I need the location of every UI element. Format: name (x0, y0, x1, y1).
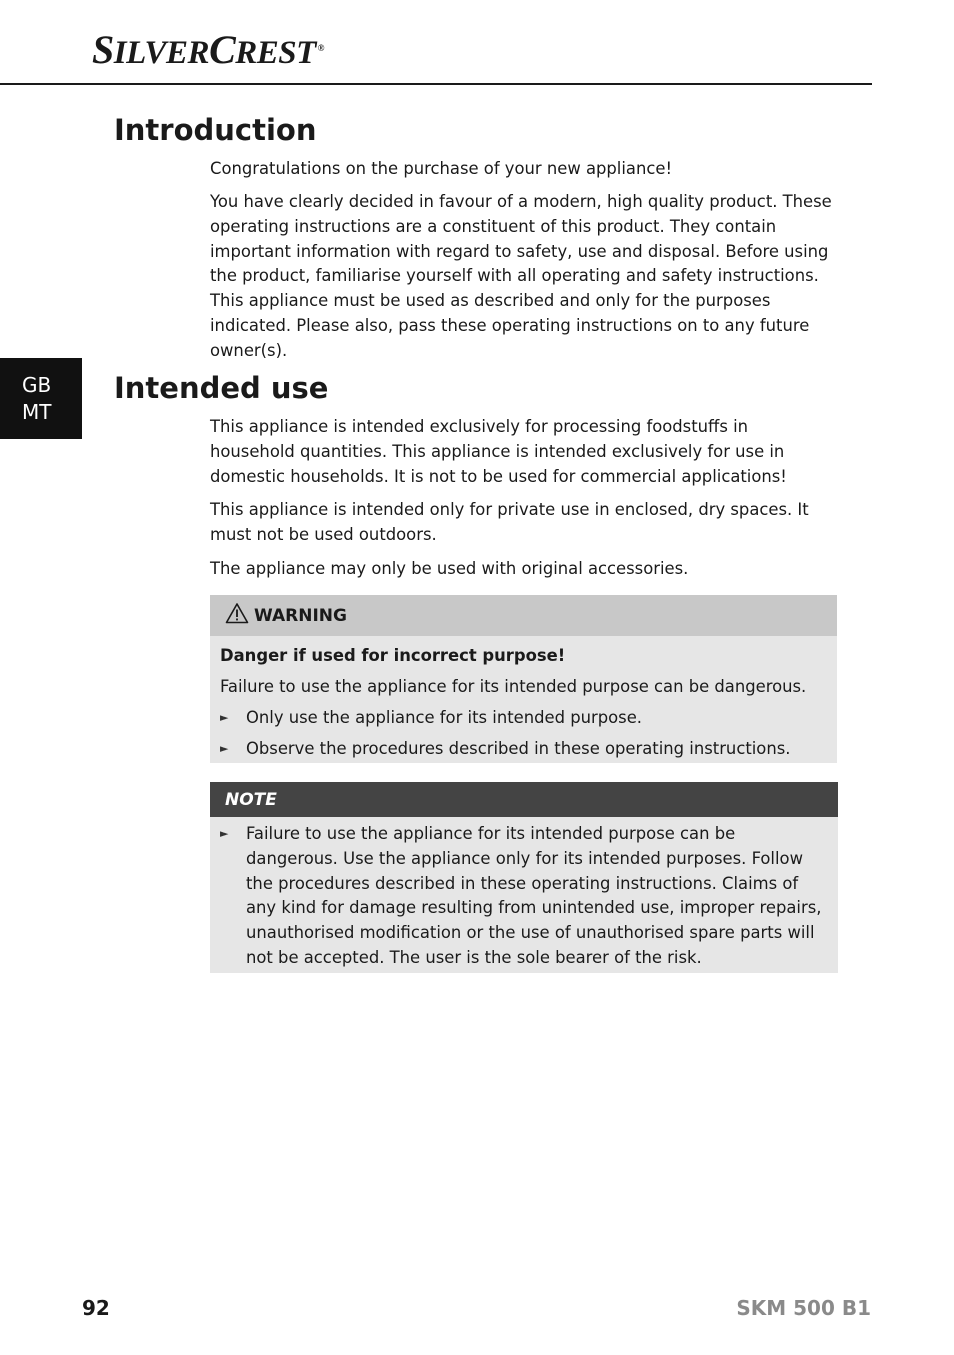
note-box (210, 782, 838, 973)
intended-use-paragraph-3: The appliance may only be used with original accessories. (210, 559, 689, 578)
language-tab (0, 358, 82, 439)
warning-box (210, 595, 837, 763)
note-bullet-text: Failure to use the appliance for its intended purpose can be dangerous. Use the appliance only for its intended purposes. Follow the procedures described in these operating instructions. Claims of any kind for damage resulting from unintended use, improper repairs, unauthorised modification or the use of unauthorised spare parts will not be accepted. The user is the sole bearer of the risk. (246, 824, 822, 967)
bullet-arrow-icon: ► (220, 711, 229, 724)
warning-triangle-icon (225, 602, 254, 629)
intended-use-heading: Intended use (114, 371, 329, 405)
note-bullet (220, 822, 828, 971)
language-code-mt: MT (22, 399, 52, 424)
introduction-paragraph-2: You have clearly decided in favour of a modern, high quality product. These operating instructions are a constituent of this product. They contain important information with regard to safety, use and disposal. Before using the product, familiarise yourself with all operating and safety instructions. This appliance must be used as described and only for the purposes indicated. Please also, pass these operating instructions on to any future owner(s). (210, 192, 832, 360)
warning-text: Failure to use the appliance for its intended purpose can be dangerous. (220, 677, 807, 696)
introduction-paragraph-1: Congratulations on the purchase of your new appliance! (210, 159, 673, 178)
warning-bullet (220, 706, 827, 730)
warning-title: Danger if used for incorrect purpose! (220, 646, 566, 665)
warning-bullet-text: Only use the appliance for its intended purpose. (246, 708, 643, 727)
bullet-arrow-icon: ► (220, 742, 229, 755)
model-number: SKM 500 B1 (736, 1296, 871, 1320)
warning-bullet-text: Observe the procedures described in these operating instructions. (246, 739, 791, 758)
page-number: 92 (82, 1296, 110, 1320)
intended-use-paragraph-1: This appliance is intended exclusively for processing foodstuffs in household quantities. This appliance is intended exclusively for use in domestic households. It is not to be used for commercial applications! (210, 417, 787, 486)
warning-header (210, 595, 837, 636)
language-code-gb: GB (22, 372, 52, 397)
intended-use-paragraph-2: This appliance is intended only for private use in enclosed, dry spaces. It must not be used outdoors. (210, 500, 809, 544)
note-header: NOTE (210, 782, 838, 817)
brand-logo: SILVERCREST ® (92, 27, 325, 72)
introduction-heading: Introduction (114, 113, 317, 147)
bullet-arrow-icon: ► (220, 827, 229, 840)
header-divider (0, 83, 872, 85)
warning-label: WARNING (254, 605, 347, 626)
warning-bullet (220, 737, 827, 761)
